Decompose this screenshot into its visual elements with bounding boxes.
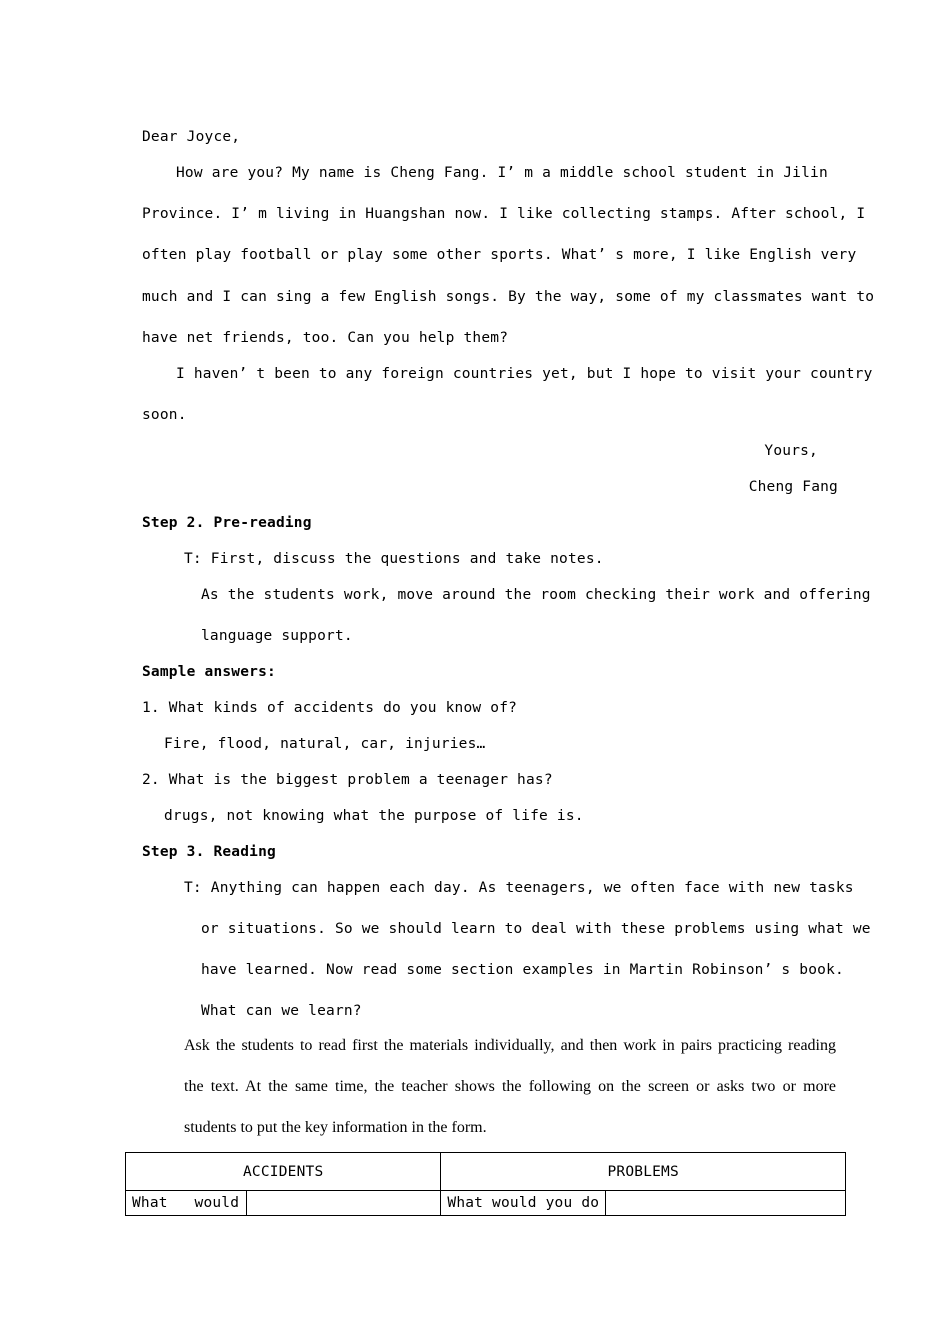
- letter-p1-line-2: Province. I’ m living in Huangshan now. I like collecting stamps. After school, I: [142, 206, 866, 222]
- answer-2: drugs, not knowing what the purpose of life is.: [164, 808, 584, 824]
- step2-teacher-line: T: First, discuss the questions and take notes.: [184, 551, 604, 567]
- step3-teacher-line-1: T: Anything can happen each day. As teenagers, we often face with new tasks: [184, 880, 854, 896]
- step3-heading: Step 3. Reading: [142, 844, 276, 860]
- step3-instructions-line-2: the text. At the same time, the teacher shows the following on the screen or asks two or more: [184, 1078, 836, 1095]
- key-information-table: [125, 1152, 846, 1216]
- table-header-row: [126, 1153, 846, 1191]
- step2-heading: Step 2. Pre-reading: [142, 515, 312, 531]
- problems-answer-cell[interactable]: [606, 1191, 846, 1216]
- step3-instructions-line-3: students to put the key information in the form.: [184, 1119, 487, 1136]
- letter-p2-line-2: soon.: [142, 407, 187, 423]
- step3-instructions-line-1: Ask the students to read first the materials individually, and then work in pairs practicing reading: [184, 1037, 836, 1054]
- letter-p1-line-4: much and I can sing a few English songs. By the way, some of my classmates want to: [142, 289, 875, 305]
- accidents-header: ACCIDENTS: [126, 1153, 441, 1191]
- accidents-question-label: What would: [126, 1191, 247, 1216]
- problems-question-label: What would you do: [441, 1191, 606, 1216]
- step3-teacher-line-3: have learned. Now read some section examples in Martin Robinson’ s book.: [201, 962, 844, 978]
- accidents-answer-cell[interactable]: [246, 1191, 440, 1216]
- answer-1: Fire, flood, natural, car, injuries…: [164, 736, 486, 752]
- table-row: [126, 1191, 846, 1216]
- letter-greeting: Dear Joyce,: [142, 129, 241, 145]
- sample-answers-heading: Sample answers:: [142, 664, 276, 680]
- question-2: 2. What is the biggest problem a teenager has?: [142, 772, 553, 788]
- letter-signature: Cheng Fang: [748, 479, 838, 495]
- letter-p2-line-1: I haven’ t been to any foreign countries yet, but I hope to visit your country: [176, 366, 873, 382]
- step3-teacher-line-2: or situations. So we should learn to deal with these problems using what we: [201, 921, 871, 937]
- letter-closing: Yours,: [764, 443, 818, 459]
- question-1: 1. What kinds of accidents do you know of?: [142, 700, 518, 716]
- letter-p1-line-1: How are you? My name is Cheng Fang. I’ m a middle school student in Jilin: [176, 165, 828, 181]
- letter-p1-line-3: often play football or play some other sports. What’ s more, I like English very: [142, 247, 857, 263]
- step2-note-line-1: As the students work, move around the room checking their work and offering: [201, 587, 871, 603]
- step3-teacher-line-4: What can we learn?: [201, 1003, 362, 1019]
- letter-p1-line-5: have net friends, too. Can you help them?: [142, 330, 509, 346]
- step2-note-line-2: language support.: [201, 628, 353, 644]
- problems-header: PROBLEMS: [441, 1153, 846, 1191]
